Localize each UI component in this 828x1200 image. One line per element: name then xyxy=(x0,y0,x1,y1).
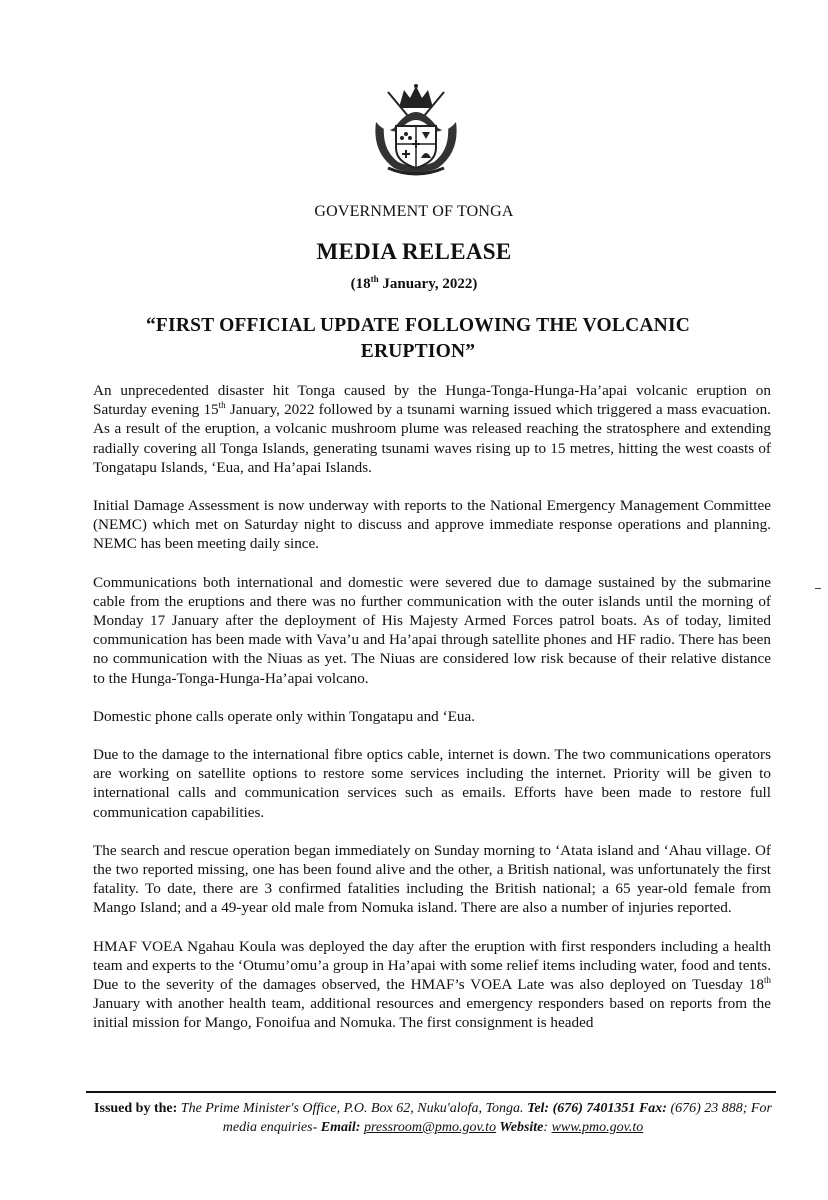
release-body xyxy=(93,381,771,1052)
paragraph-7: HMAF VOEA Ngahau Koula was deployed the day after the eruption with first responders including a health team and experts to the ‘Otumu’omu’a group in Ha’apai with some relief items including water, food and tents. Due to the severity of the damages observed, the HMAF’s VOEA Late was also deployed on Tuesday 18th January with another health team, additional resources and emergency responders based on reports from the initial mission for Mango, Fonoifua and Nomuka. The first consignment is headed xyxy=(93,937,771,1032)
footer-divider xyxy=(86,1091,776,1093)
government-name: GOVERNMENT OF TONGA xyxy=(314,203,514,220)
scan-mark xyxy=(815,588,821,589)
paragraph-6: The search and rescue operation began immediately on Sunday morning to ‘Atata island and ‘Ahau village. Of the two reported missing, one has been found alive and the other, a British national, was unfortunately the first fatality. To date, there are 3 confirmed fatalities including the British national; a 65 year-old female from Mango Island; and a 49-year old male from Nomuka island. There are also a number of injuries reported. xyxy=(93,841,771,917)
paragraph-2: Initial Damage Assessment is now underway with reports to the National Emergency Management Committee (NEMC) which met on Saturday night to discuss and approve immediate response operations and planning. NEMC has been meeting daily since. xyxy=(93,497,771,553)
paragraph-5: Due to the damage to the international fibre optics cable, internet is down. The two communications operators are working on satellite options to restore some services including the internet. Priority will be given to international calls and communication services such as emails. Efforts have been made to restore full communication capabilities. xyxy=(93,746,771,821)
footer-contact: Issued by the: The Prime Minister's Office, P.O. Box 62, Nuku'alofa, Tonga. Tel: (676) 7401351 Fax: (676) 23 888; For media enquiries- Email: pressroom@pmo.gov.to Website: www.pmo.gov.to xyxy=(94,1101,772,1135)
website-link[interactable]: www.pmo.gov.to xyxy=(551,1120,644,1135)
document-type-title: MEDIA RELEASE xyxy=(316,239,512,264)
release-date: (18th January, 2022) xyxy=(350,274,478,292)
paragraph-4: Domestic phone calls operate only within Tongatapu and ‘Eua. xyxy=(93,707,476,725)
email-link[interactable]: pressroom@pmo.gov.to xyxy=(363,1120,497,1135)
paragraph-3: Communications both international and domestic were severed due to damage sustained by the submarine cable from the eruptions and there was no further communication with the outer islands until the morning of Monday 17 January after the deployment of His Majesty Armed Forces patrol boats. As of today, limited communication has been made with Vava’u and Ha’apai through satellite phones and HF radio. There has been no communication with the Niuas as yet. The Niuas are considered low risk because of their relative distance to the Hunga-Tonga-Hunga-Ha’apai volcano. xyxy=(93,573,771,687)
paragraph-1: An unprecedented disaster hit Tonga caused by the Hunga-Tonga-Hunga-Ha’apai volcanic eruption on Saturday evening 15th January, 2022 followed by a tsunami warning issued which triggered a mass evacuation. As a result of the eruption, a volcanic mushroom plume was released reaching the stratosphere and extending radially covering all Tonga Islands, generating tsunami waves rising up to 15 metres, hitting the west coasts of Tongatapu Islands, ‘Eua, and Ha’apai Islands. xyxy=(93,382,771,476)
tonga-coat-of-arms-icon xyxy=(366,82,466,178)
release-headline: “FIRST OFFICIAL UPDATE FOLLOWING THE VOLCANIC ERUPTION” xyxy=(145,315,691,362)
